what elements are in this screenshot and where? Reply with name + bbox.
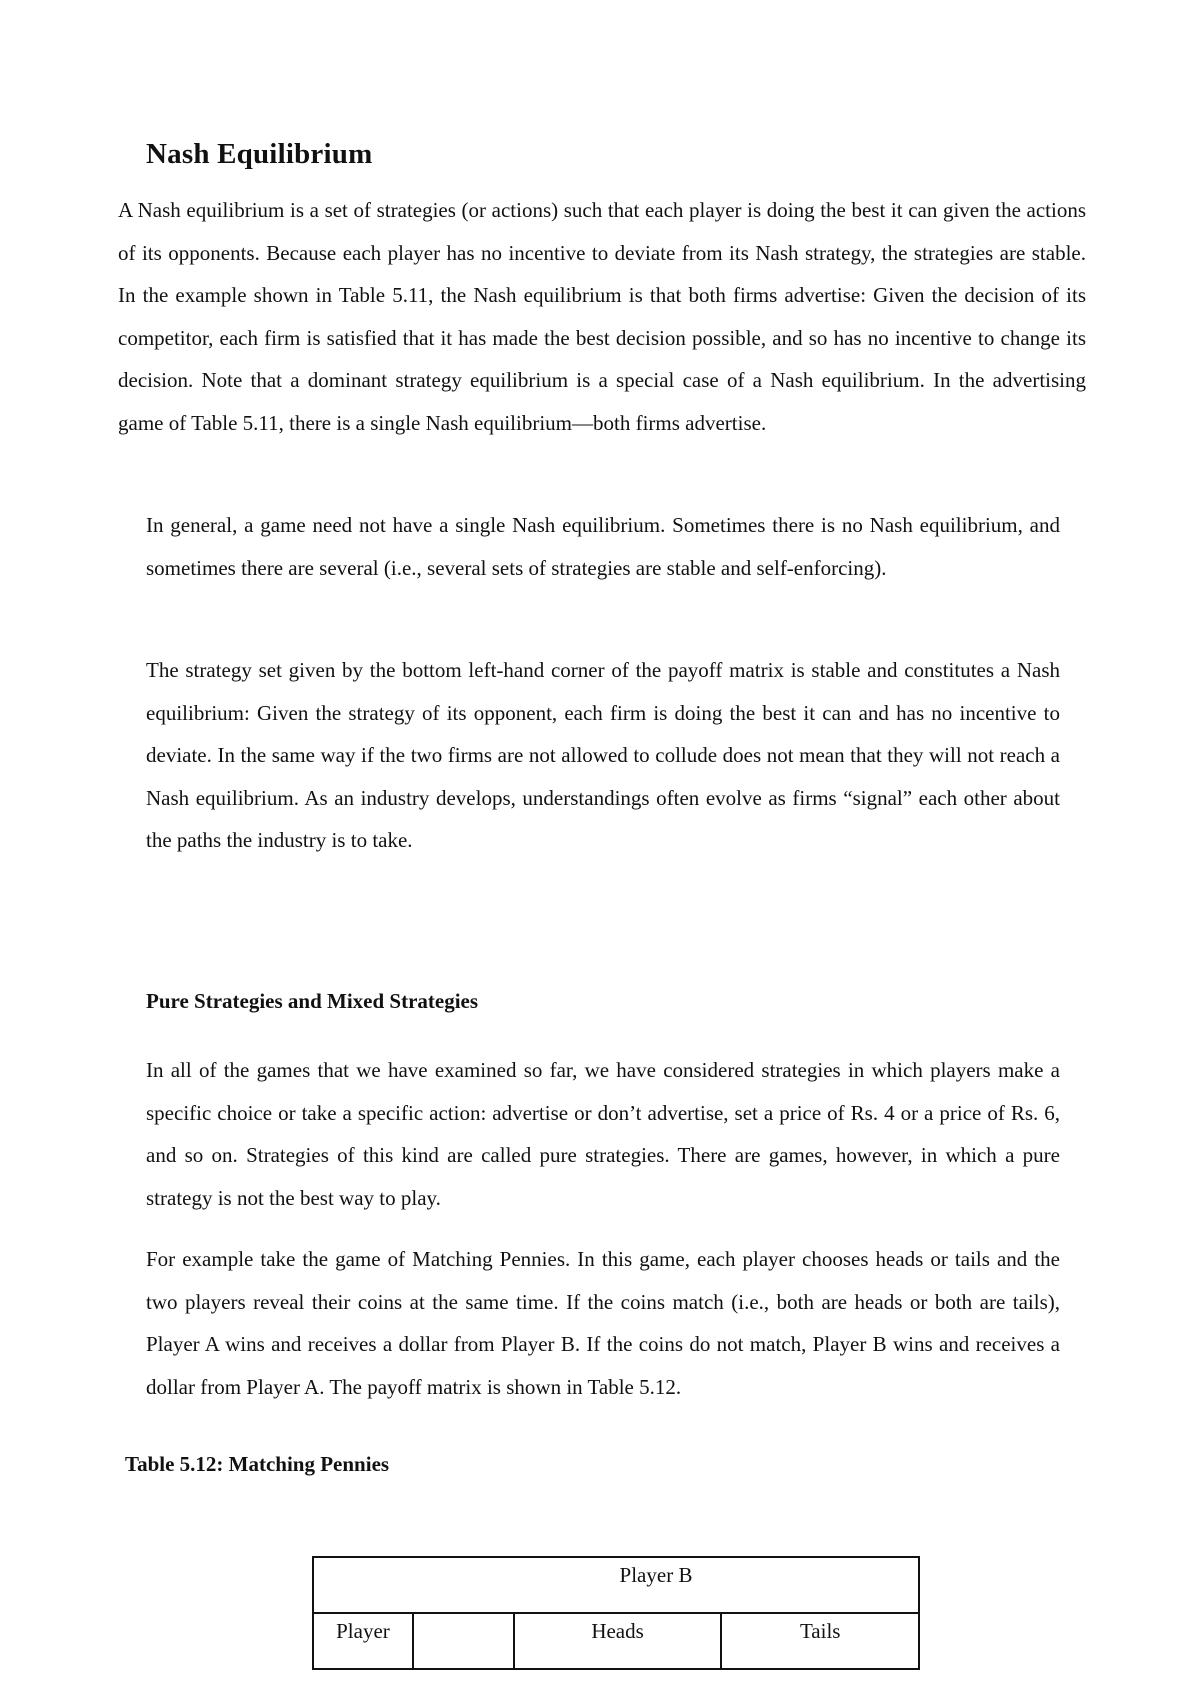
paragraph-nash-definition: A Nash equilibrium is a set of strategies (or actions) such that each player is doing the best it can given the actions of its opponents. Because each player has no incentive to deviate from its Nash strategy, the strategies are stable. In the example shown in Table 5.11, the Nash equilibrium is that both firms advertise: Given the decision of its competitor, each firm is satisfied that it has made the best decision possible, and so has no incentive to change its decision. Note that a dominant strategy equilibrium is a special case of a Nash equilibrium. In the advertising game of Table 5.11, there is a single Nash equilibrium—both firms advertise. xyxy=(118,198,1086,435)
payoff-matrix-table xyxy=(312,1556,920,1670)
paragraph-strategy-set: The strategy set given by the bottom left-hand corner of the payoff matrix is stable and constitutes a Nash equilibrium: Given the strategy of its opponent, each firm is doing the best it can and has no incentive to deviate. In the same way if the two firms are not allowed to collude does not mean that they will not reach a Nash equilibrium. As an industry develops, understandings often evolve as firms “signal” each other about the paths the industry is to take. xyxy=(146,658,1060,852)
player-b-header: Player B xyxy=(619,1563,693,1587)
table-cell-empty xyxy=(413,1613,514,1669)
paragraph-multiple-equilibria: In general, a game need not have a single Nash equilibrium. Sometimes there is no Nash equilibrium, and sometimes there are several (i.e., several sets of strategies are stable and self-enforcing). xyxy=(146,513,1060,580)
table-cell-tails: Tails xyxy=(721,1613,919,1669)
table-cell-heads: Heads xyxy=(514,1613,722,1669)
table-caption: Table 5.12: Matching Pennies xyxy=(125,1452,390,1476)
section-title: Nash Equilibrium xyxy=(146,138,373,170)
table-row xyxy=(313,1557,919,1613)
paragraph-pure-strategies: In all of the games that we have examined so far, we have considered strategies in which players make a specific choice or take a specific action: advertise or don’t advertise, set a price of Rs. 4 or a price of Rs. 6, and so on. Strategies of this kind are called pure strategies. There are games, however, in which a pure strategy is not the best way to play. xyxy=(146,1058,1060,1210)
subheading-pure-mixed: Pure Strategies and Mixed Strategies xyxy=(146,989,479,1013)
table-cell-row-label: Player xyxy=(313,1613,413,1669)
paragraph-matching-pennies: For example take the game of Matching Pennies. In this game, each player chooses heads or tails and the two players reveal their coins at the same time. If the coins match (i.e., both are heads or both are tails), Player A wins and receives a dollar from Player B. If the coins do not match, Player B wins and receives a dollar from Player A. The payoff matrix is shown in Table 5.12. xyxy=(146,1247,1060,1399)
table-row xyxy=(313,1613,919,1669)
table-cell-player-b xyxy=(313,1557,919,1613)
